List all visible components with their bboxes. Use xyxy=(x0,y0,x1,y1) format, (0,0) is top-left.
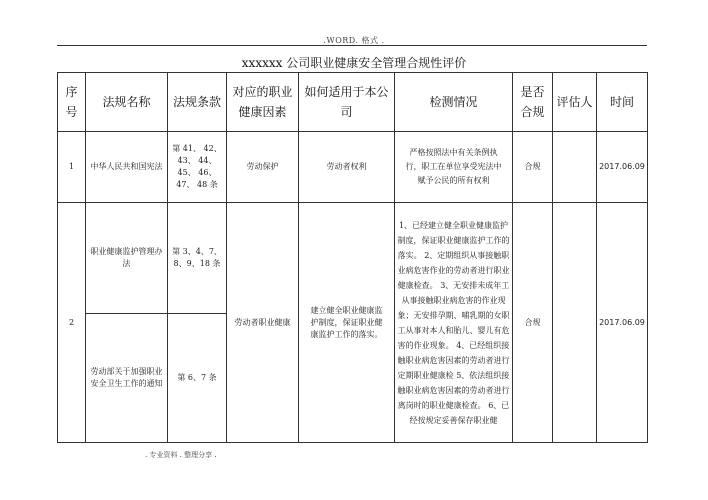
row2-law-name-b: 劳动部关于加强职业安全卫生工作的通知 xyxy=(86,314,168,443)
row2-assessor xyxy=(553,203,597,443)
row2-law-clause-a: 第 3、4、7、8、9、18 条 xyxy=(168,203,227,314)
col-inspection: 检测情况 xyxy=(395,73,513,132)
table-row xyxy=(58,203,648,314)
row1-seq: 1 xyxy=(58,132,86,203)
row2-law-name-a: 职业健康监护管理办法 xyxy=(86,203,168,314)
table-row xyxy=(58,132,648,203)
compliance-table xyxy=(57,72,648,443)
row2-applicability: 建立健全职业健康监护制度，保证职业健康监护工作的落实。 xyxy=(299,203,395,443)
col-assessor: 评估人 xyxy=(553,73,597,132)
col-seq: 序号 xyxy=(58,73,86,132)
col-time: 时间 xyxy=(597,73,648,132)
row2-inspection: 1、已经建立健全职业健康监护制度，保证职业健康监护工作的落实。 2、定期组织从事接触职业病危害作业的劳动者进行职业健康检查。 3、无安排未成年工从事接触职业病危害的作业现象；无安排孕期、哺乳期的女职工从事对本人和胎儿、婴儿有危害的作业现象。 4、已经组织接触职业病危害因素的劳动者进行定期职业健康检 5、依法组织接触职业病危害因素的劳动者进行离岗时的职业健康检查。 6、已经按规定妥善保存职业健 xyxy=(395,203,513,443)
row1-inspection: 严格按照法中有关条例执行，职工在单位享受宪法中赋予公民的所有权利 xyxy=(395,132,513,203)
row1-law-clause: 第 41、 42、 43、 44、 45、 46、 47、 48 条 xyxy=(168,132,227,203)
row1-law-name: 中华人民共和国宪法 xyxy=(86,132,168,203)
col-law-name: 法规名称 xyxy=(86,73,168,132)
col-factor: 对应的职业健康因素 xyxy=(227,73,299,132)
header-row xyxy=(58,73,648,132)
row1-time: 2017.06.09 xyxy=(597,132,648,203)
header-rule xyxy=(57,45,647,46)
col-compliant: 是否合规 xyxy=(513,73,553,132)
document-title: xxxxxx 公司职业健康安全管理合规性评价 xyxy=(241,56,467,70)
row2-law-clause-b: 第 6、7 条 xyxy=(168,314,227,443)
row1-assessor xyxy=(553,132,597,203)
footer-note: . 专业资料 . 整理分享 . xyxy=(145,451,217,459)
row2-time: 2017.06.09 xyxy=(597,203,648,443)
row2-compliant: 合规 xyxy=(513,203,553,443)
col-applicability: 如何适用于本公司 xyxy=(299,73,395,132)
col-law-clause: 法规条款 xyxy=(168,73,227,132)
row1-factor: 劳动保护 xyxy=(227,132,299,203)
row2-seq: 2 xyxy=(58,203,86,443)
header-tag: .WORD. 格式 . xyxy=(323,36,385,45)
row1-compliant: 合规 xyxy=(513,132,553,203)
row2-factor: 劳动者职业健康 xyxy=(227,203,299,443)
row1-applicability: 劳动者权利 xyxy=(299,132,395,203)
